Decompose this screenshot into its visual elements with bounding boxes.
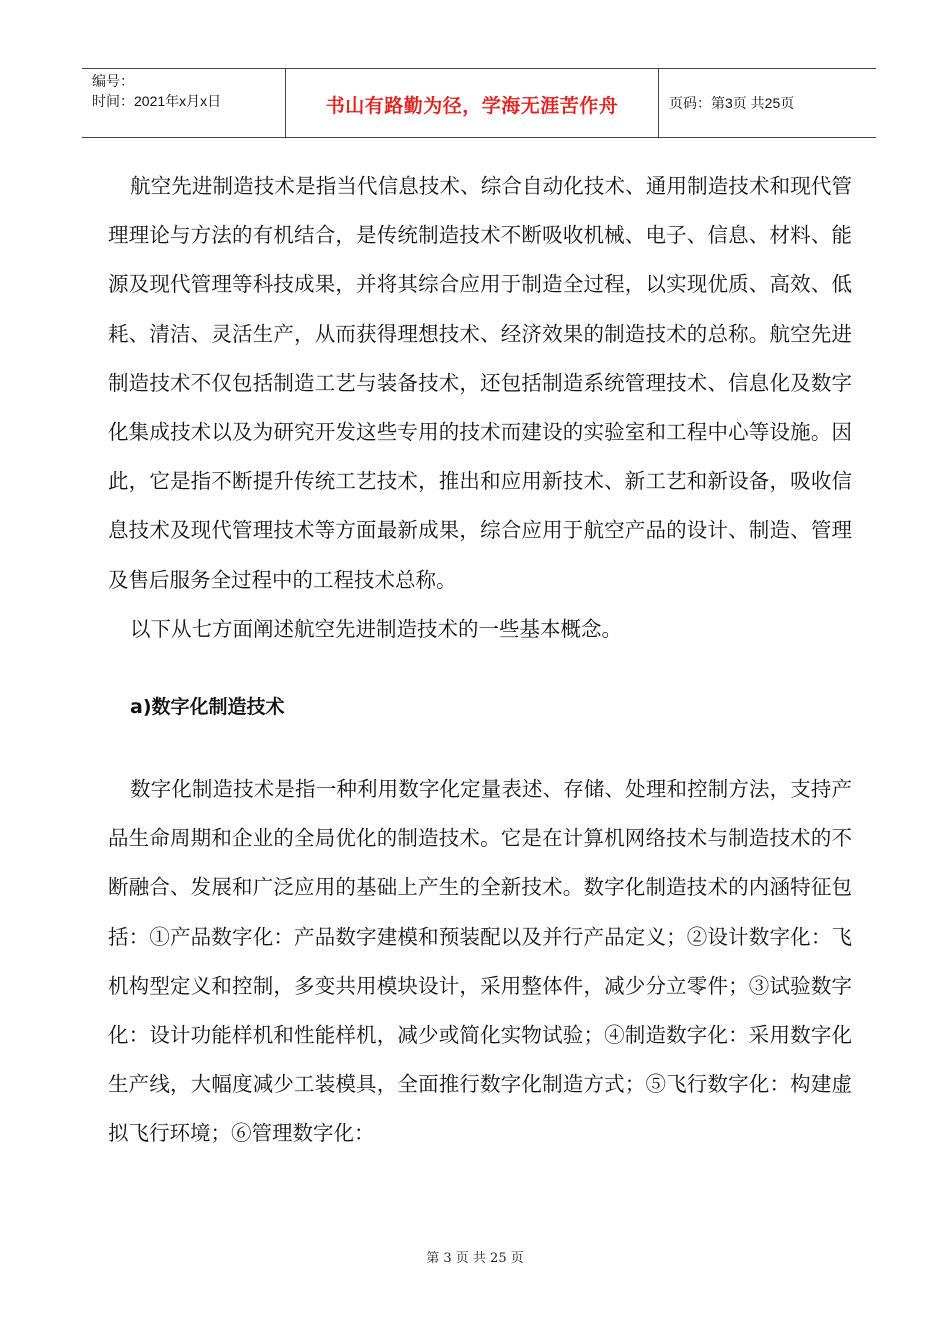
header-meta-cell: [82, 69, 286, 137]
section-heading-digital-manufacturing: a)数字化制造技术: [130, 696, 285, 719]
header-motto: 书山有路勤为径，学海无涯苦作舟: [325, 95, 619, 117]
body-paragraph-intro: 航空先进制造技术是指当代信息技术、综合自动化技术、通用制造技术和现代管理理论与方法的有机结合，是传统制造技术不断吸收机械、电子、信息、材料、能源及现代管理等科技成果，并将其综合应用于制造全过程，以实现优质、高效、低耗、清洁、灵活生产，从而获得理想技术、经济效果的制造技术的总称。航空先进制造技术不仅包括制造工艺与装备技术，还包括制造系统管理技术、信息化及数字化集成技术以及为研究开发这些专用的技术而建设的实验室和工程中心等设施。因此，它是指不断提升传统工艺技术，推出和应用新技术、新工艺和新设备，吸收信息技术及现代管理技术等方面最新成果，综合应用于航空产品的设计、制造、管理及售后服务全过程中的工程技术总称。: [108, 174, 852, 592]
document-number-label: 编号：: [92, 73, 134, 89]
page-footer: 第 3 页 共 25 页: [426, 1251, 524, 1266]
document-time-label: 时间：2021年x月x日: [92, 93, 222, 109]
header-page-cell: [659, 69, 876, 137]
document-header: [82, 68, 876, 138]
header-motto-cell: [286, 69, 659, 137]
header-page-info: 页码：第3页 共25页: [669, 95, 795, 111]
body-paragraph-digital-manufacturing: 数字化制造技术是指一种利用数字化定量表述、存储、处理和控制方法，支持产品生命周期和企业的全局优化的制造技术。它是在计算机网络技术与制造技术的不断融合、发展和广泛应用的基础上产生的全新技术。数字化制造技术的内涵特征包括：①产品数字化：产品数字建模和预装配以及并行产品定义；②设计数字化：飞机构型定义和控制，多变共用模块设计，采用整体件，减少分立零件；③试验数字化：设计功能样机和性能样机，减少或简化实物试验；④制造数字化：采用数字化生产线，大幅度减少工装模具，全面推行数字化制造方式；⑤飞行数字化：构建虚拟飞行环境；⑥管理数字化：: [108, 777, 852, 1146]
document-body: [108, 162, 852, 1159]
body-paragraph-overview: 以下从七方面阐述航空先进制造技术的一些基本概念。: [130, 616, 622, 641]
